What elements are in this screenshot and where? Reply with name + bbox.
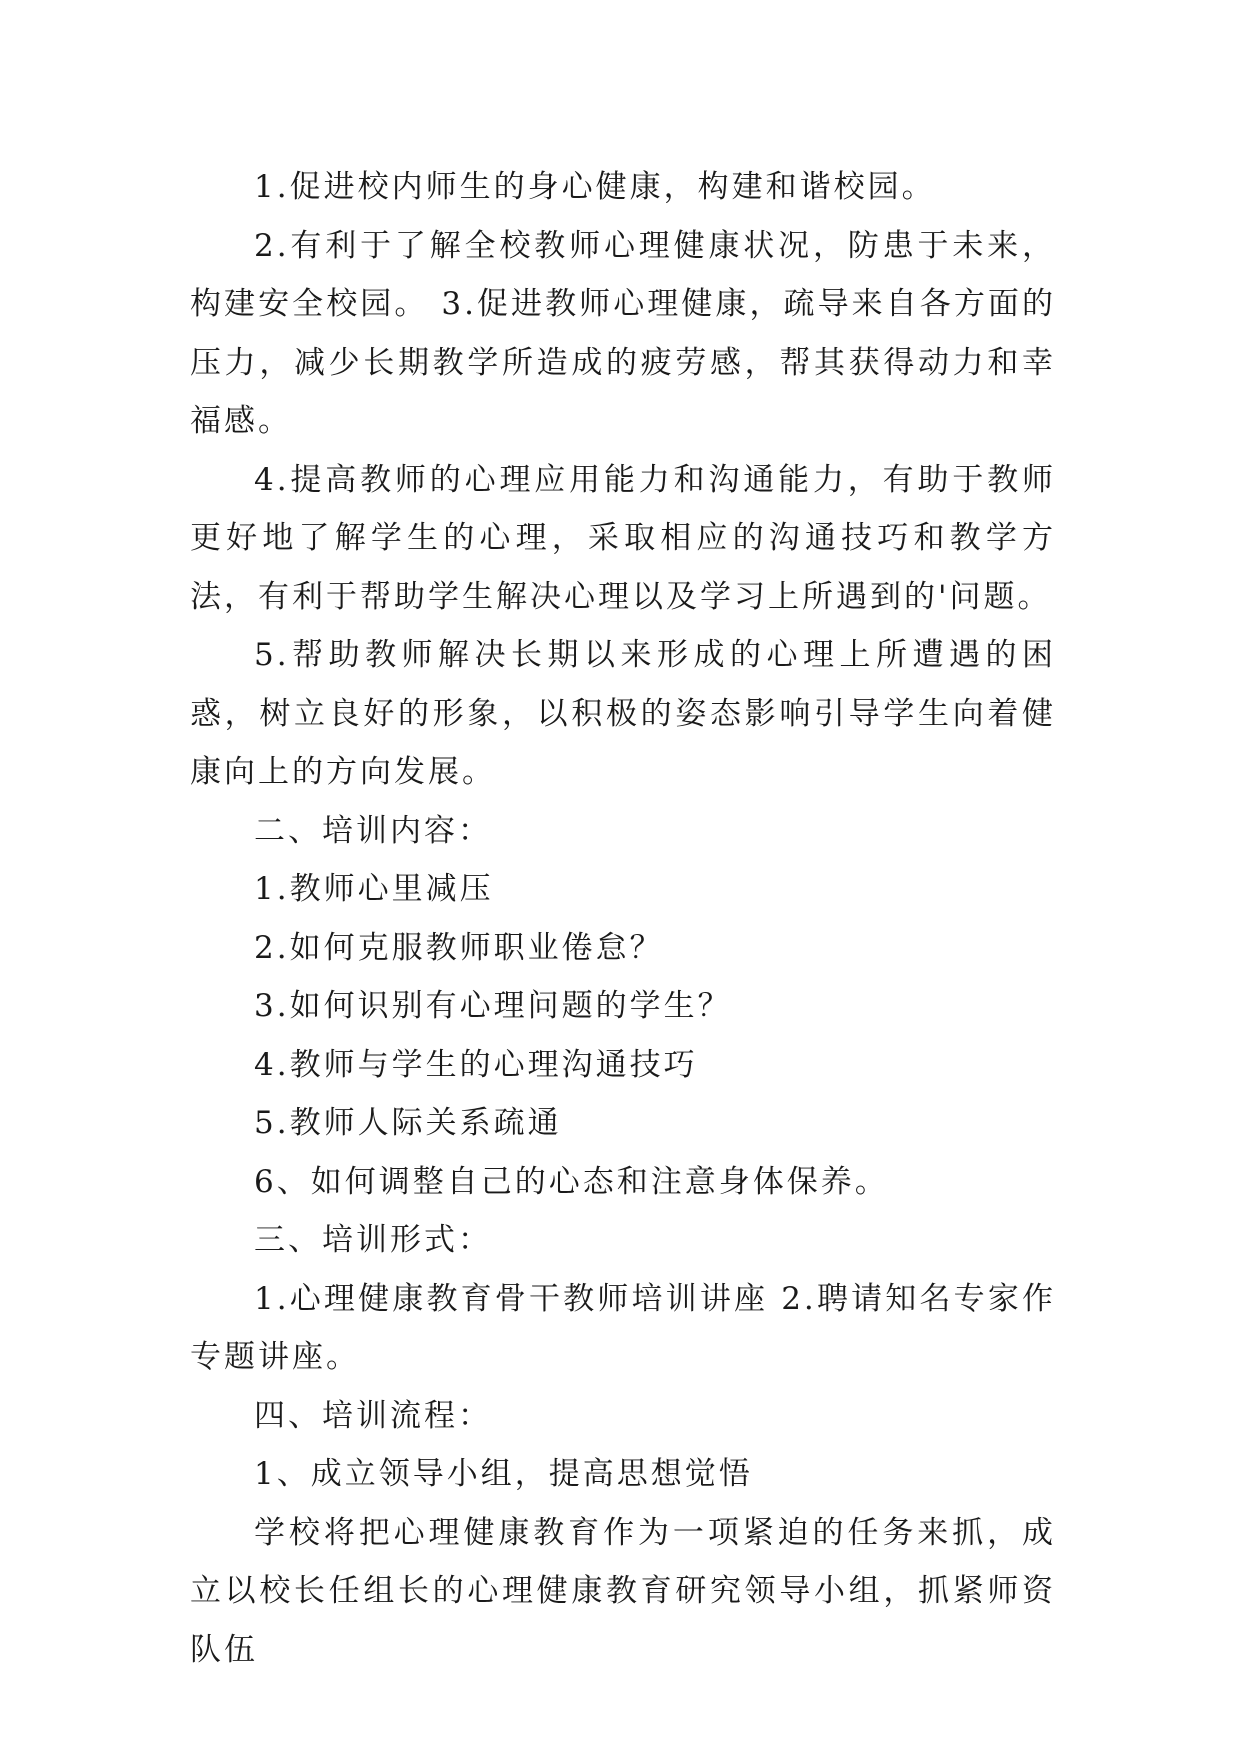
paragraph-goal-4: 4.提高教师的心理应用能力和沟通能力，有助于教师更好地了解学生的心理，采取相应的沟通技巧和教学方法，有利于帮助学生解决心理以及学习上所遇到的'问题。 — [190, 461, 1056, 615]
content-item-5: 5.教师人际关系疏通 — [254, 1105, 562, 1141]
content-item-3: 3.如何识别有心理问题的学生？ — [254, 988, 732, 1024]
content-item-6: 6、如何调整自己的心态和注意身体保养。 — [254, 1163, 889, 1200]
format-items: 1.心理健康教育骨干教师培训讲座 2.聘请知名专家作专题讲座。 — [190, 1280, 1056, 1375]
paragraph-goal-1: 1.促进校内师生的身心健康，构建和谐校园。 — [254, 169, 936, 205]
paragraph-goal-2-3: 2.有利于了解全校教师心理健康状况，防患于未来，构建安全校园。 3.促进教师心理健康，疏导来自各方面的压力，减少长期教学所造成的疲劳感，帮其获得动力和幸福感。 — [190, 227, 1056, 439]
content-item-2: 2.如何克服教师职业倦怠？ — [254, 929, 664, 966]
document-body — [190, 158, 1056, 1679]
section-heading-content: 二、培训内容： — [254, 812, 492, 849]
section-heading-format: 三、培训形式： — [254, 1222, 492, 1258]
process-item-1: 1、成立领导小组，提高思想觉悟 — [254, 1456, 753, 1492]
section-heading-process: 四、培训流程： — [254, 1397, 492, 1434]
content-item-1: 1.教师心里减压 — [254, 871, 494, 907]
process-paragraph: 学校将把心理健康教育作为一项紧迫的任务来抓，成立以校长任组长的心理健康教育研究领导小组，抓紧师资队伍 — [190, 1514, 1056, 1668]
content-item-4: 4.教师与学生的心理沟通技巧 — [254, 1046, 698, 1083]
paragraph-goal-5: 5.帮助教师解决长期以来形成的心理上所遭遇的困惑，树立良好的形象，以积极的姿态影响引导学生向着健康向上的方向发展。 — [190, 637, 1056, 790]
